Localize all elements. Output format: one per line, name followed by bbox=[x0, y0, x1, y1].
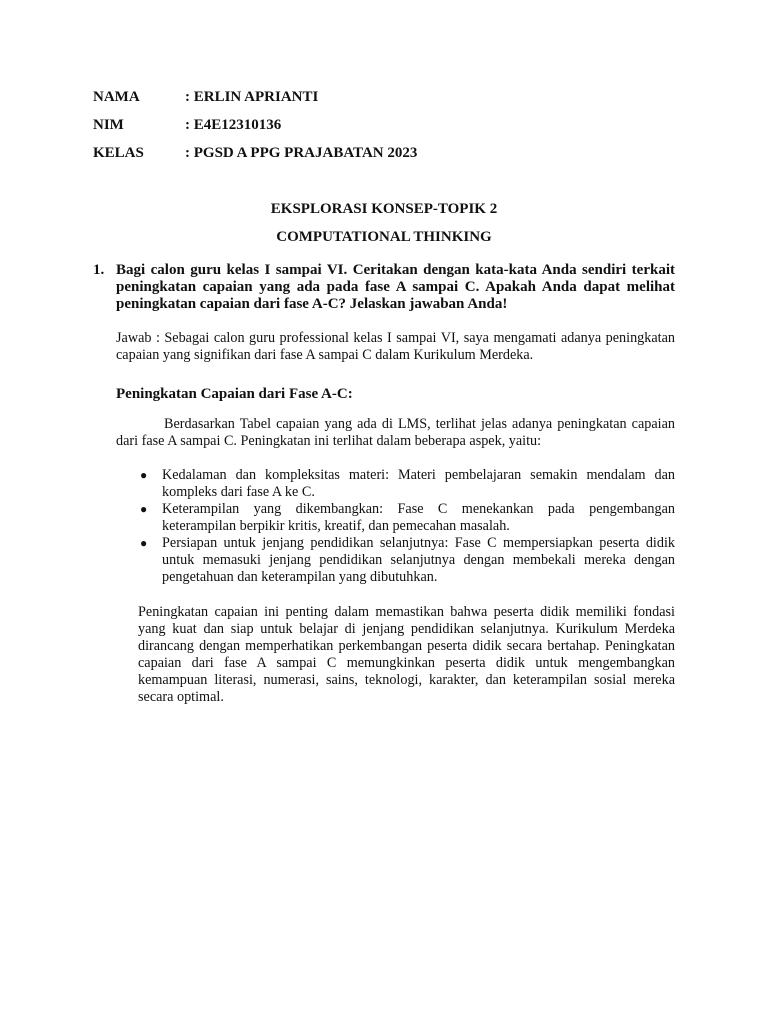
question-1 bbox=[93, 262, 675, 313]
info-row-nim bbox=[93, 116, 281, 134]
list-item-text: Persiapan untuk jenjang pendidikan selanjutnya: Fase C mempersiapkan peserta didik untuk memasuki jenjang pendidikan selanjutnya dengan membekali mereka dengan pengetahuan dan keterampilan yang dibutuhkan. bbox=[162, 535, 675, 585]
info-value: : ERLIN APRIANTI bbox=[185, 89, 319, 105]
closing-paragraph: Peningkatan capaian ini penting dalam memastikan bahwa peserta didik memiliki fondasi yang kuat dan siap untuk belajar di jenjang pendidikan selanjutnya. Kurikulum Merdeka dirancang dengan memperhatikan perkembangan peserta didik secara bertahap. Peningkatan capaian dari fase A sampai C memungkinkan peserta didik untuk mengembangkan kemampuan literasi, numerasi, sains, teknologi, karakter, dan keterampilan sosial mereka secara optimal. bbox=[138, 604, 675, 705]
list-item-text: Kedalaman dan kompleksitas materi: Materi pembelajaran semakin mendalam dan kompleks dari fase A ke C. bbox=[162, 467, 675, 500]
list-item bbox=[138, 535, 675, 586]
info-label: KELAS bbox=[93, 145, 144, 161]
document-subtitle: COMPUTATIONAL THINKING bbox=[276, 229, 492, 245]
info-row-kelas bbox=[93, 144, 417, 162]
bullet-icon: ● bbox=[140, 502, 148, 516]
document-title: EKSPLORASI KONSEP-TOPIK 2 bbox=[270, 201, 498, 217]
list-item-text: Keterampilan yang dikembangkan: Fase C menekankan pada pengembangan keterampilan berpikir kritis, kreatif, dan pemecahan masalah. bbox=[162, 501, 675, 534]
info-value: : E4E12310136 bbox=[185, 117, 282, 133]
bullet-icon: ● bbox=[140, 536, 148, 550]
question-number: 1. bbox=[93, 262, 105, 278]
answer-intro: Jawab : Sebagai calon guru professional kelas I sampai VI, saya mengamati adanya peningkatan capaian yang signifikan dari fase A sampai C dalam Kurikulum Merdeka. bbox=[116, 330, 675, 363]
question-text: Bagi calon guru kelas I sampai VI. Ceritakan dengan kata-kata Anda sendiri terkait peningkatan capaian yang ada pada fase A sampai C. Apakah Anda dapat melihat peningkatan capaian dari fase A-C? Jelaskan jawaban Anda! bbox=[116, 262, 675, 312]
info-label: NIM bbox=[93, 117, 124, 133]
bullet-list bbox=[138, 467, 675, 586]
info-value: : PGSD A PPG PRAJABATAN 2023 bbox=[185, 145, 418, 161]
info-label: NAMA bbox=[93, 89, 140, 105]
list-item bbox=[138, 501, 675, 535]
bullet-icon: ● bbox=[140, 468, 148, 482]
answer-paragraph: Berdasarkan Tabel capaian yang ada di LMS, terlihat jelas adanya peningkatan capaian dari fase A sampai C. Peningkatan ini terlihat dalam beberapa aspek, yaitu: bbox=[116, 416, 675, 449]
section-heading: Peningkatan Capaian dari Fase A-C: bbox=[116, 386, 353, 402]
list-item bbox=[138, 467, 675, 501]
info-row-nama bbox=[93, 88, 318, 106]
